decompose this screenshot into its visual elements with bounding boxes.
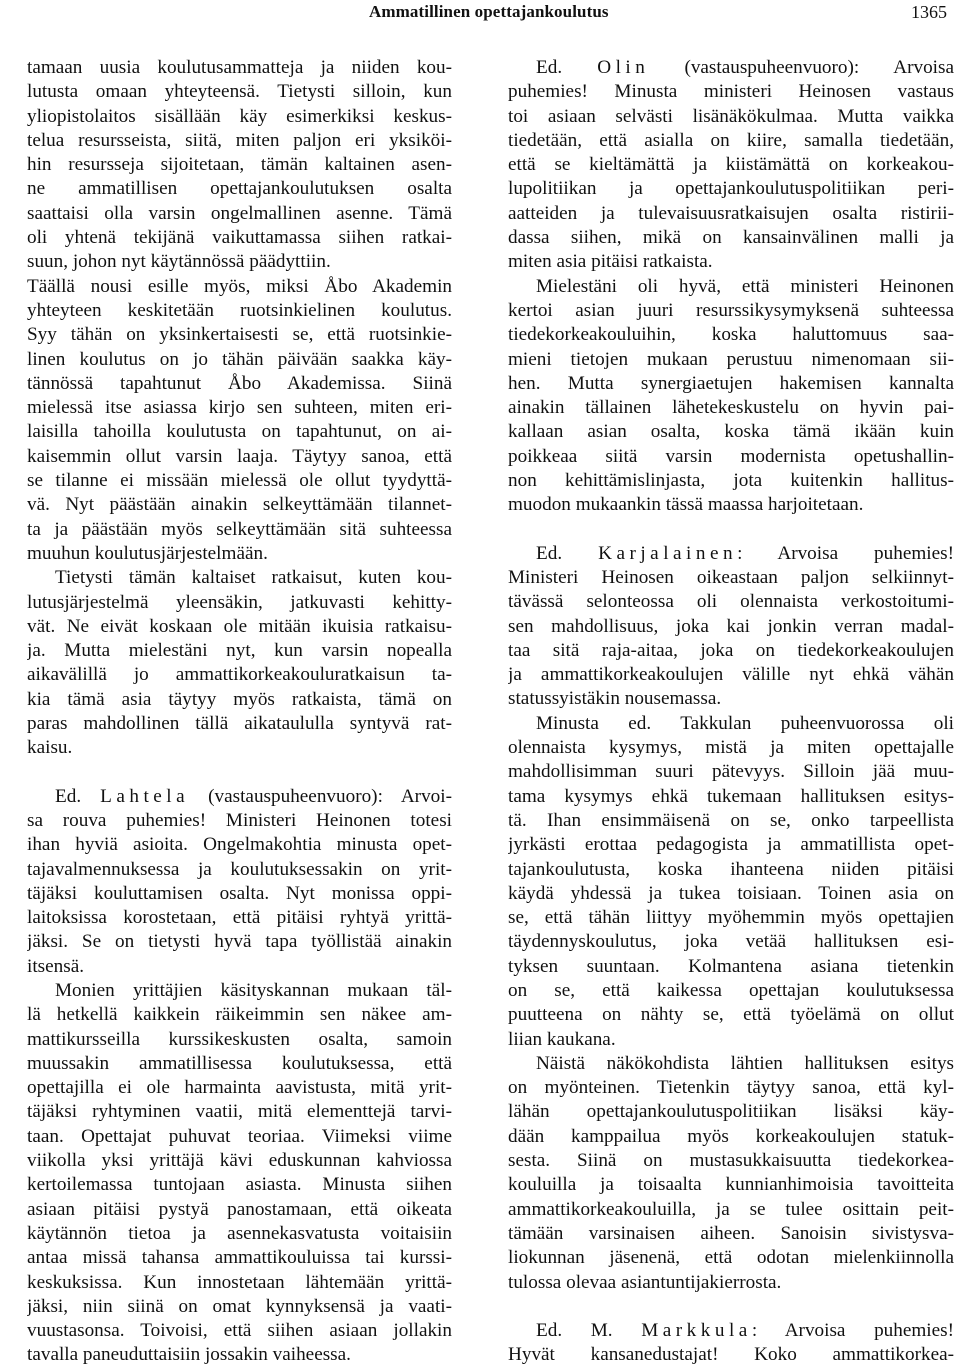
text-line: hen. Mutta synergiaetujen hakemisen kannalta — [508, 372, 954, 394]
text-line: Monien yrittäjien käsityskannan mukaan täl- — [55, 979, 452, 1001]
text-line: se, että tähän liittyy myöhemmin myös opettajien — [508, 907, 954, 929]
speaker-name: Lahtela — [100, 785, 190, 807]
speaker-name: Markkula — [641, 1319, 752, 1341]
text-line: kaisemmin ollut varsin laaja. Täytyy sanoa, että — [27, 445, 452, 467]
text-line: miten asia pitäisi ratkaista. — [508, 251, 713, 273]
speaker-line — [27, 785, 452, 809]
text-line: ja. Mutta mielestäni nyt, kun varsin nopealla — [27, 640, 452, 662]
text-line: lutusjärjestelmä yleensäkin, jatkuvasti kehitty- — [27, 591, 452, 613]
text-line: tävässä selonteossa oli olennaista verkostoitumi- — [508, 591, 954, 613]
speaker-name: Olin — [597, 57, 650, 78]
paragraph-gap — [508, 518, 954, 542]
text-line: tännössä tapahtunut Åbo Akademissa. Siinä — [27, 372, 452, 394]
text-line: täydennyskoulutus, joka vetää hallituksen esi- — [508, 931, 954, 953]
text-line: tavalla paneuduttaisiin jossakin vaiheessa. — [27, 1344, 351, 1366]
text-line: telua resursseista, siitä, miten paljon eri yksiköi- — [27, 129, 452, 151]
text-line: keskuksissa. Kun innostetaan lähtemään yrittä- — [27, 1271, 452, 1293]
text-line: taan. Opettajat puhuvat teoriaa. Viimeksi viime — [27, 1125, 452, 1147]
text-line: aikavälillä jo ammattikorkeakouluratkaisun ta- — [27, 664, 452, 686]
text-line: Syy tähän on yksinkertaisesti se, että ruotsinkie- — [27, 324, 452, 346]
text-line: tä. Ihan ensimmäisenä on se, onko tarpeellista — [508, 809, 954, 831]
text-line: suun, johon nyt käytännössä päädyttiin. — [27, 251, 331, 273]
text-line: Minusta ed. Takkulan puheenvuorossa oli — [536, 712, 954, 734]
text-line: muuhun koulutusjärjestelmään. — [27, 542, 268, 564]
text-line: tamaan uusia koulutusammatteja ja niiden kou- — [27, 57, 452, 78]
text-line: täjäksi ryhtyminen vaatii, mitä elementtejä tarvi- — [27, 1101, 452, 1123]
text-line: yhteyteen keskitetään ruotsinkielinen koulutus. — [27, 299, 452, 321]
text-line: puhemies! Minusta ministeri Heinosen vastaus — [508, 81, 954, 103]
text-line: jyrkästi erottaa pedagogista ja ammatillista opet- — [508, 834, 954, 856]
text-line: kertoi asian juuri resurssikysymyksenä suhteessa — [508, 299, 954, 321]
text-line: puutteena on nähty se, että työelämä on ollut — [508, 1004, 954, 1026]
text-line: Tietysti tämän kaltaiset ratkaisut, kuten kou- — [55, 567, 452, 589]
text-line: käytännön tietoa ja asennekasvatusta voitaisiin — [27, 1222, 452, 1244]
text-line: laitoksissa korostetaan, että pitäisi ryhtyä yrittä- — [27, 907, 452, 929]
text-line: mahdollisimman suuri pätevyys. Silloin jää muu- — [508, 761, 954, 783]
text-line: muodon mukaankin tässä maassa harjoitetaan. — [508, 494, 864, 516]
text-line: antaa missä tahansa ammattikouluissa tai kurssi- — [27, 1247, 452, 1269]
text-line: tama kysymys ehkä tukemaan hallituksen esitys- — [508, 785, 954, 807]
text-line: vät. Ne eivät koskaan ole mitään ikuisia ratkaisu- — [27, 615, 452, 637]
text-line: jäksi, niin siinä on omat kynnyksensä ja vaati- — [27, 1295, 452, 1317]
text-line: täjäksi kouluttamisen osalta. Nyt monissa oppi- — [27, 882, 452, 904]
text-line: kia tämä asia täytyy myös ratkaista, tämä on — [27, 688, 452, 710]
text-line: paras mahdollinen tällä aikataululla syntyvä rat- — [27, 713, 452, 735]
text-line: jäksi. Se on tietysti hyvä tapa työllistää ainakin — [27, 931, 452, 953]
speaker-line — [508, 542, 954, 566]
text-line: non kehittämislinjasta, jota kuitenkin hallitus- — [508, 470, 954, 492]
text-line: kallaan asian osalta, koska tämä ikään kuin — [508, 421, 954, 443]
text-line: mieni tietojen mukaan perustuu nimenomaan sii- — [508, 348, 954, 370]
speaker-prefix: Ed. — [536, 542, 599, 564]
text-line: ja ammattikorkeakoulujen välille nyt ehkä vähän — [508, 664, 954, 686]
text-line: asiaan pitäisi pystyä panostamaan, että oikeata — [27, 1198, 452, 1220]
text-line: toi asiaan selvästi lisänäkökulmaa. Mutta vaikka — [508, 105, 954, 127]
text-line: statussyistäkin nousemassa. — [508, 688, 722, 710]
text-line: liokunnan jäsenenä, että odotan mielenkiinnolla — [508, 1247, 954, 1269]
page-number: 1365 — [911, 2, 947, 22]
text-line: lutusta omaan yhteyteensä. Tietysti silloin, kun — [27, 81, 452, 103]
text-line: ne ammatillisen opettajankoulutuksen osalta — [27, 178, 452, 200]
text-line: linen koulutus on jo tähän päivään saakka käy- — [27, 348, 452, 370]
text-line: se tilanne ei missään mielessä ole ollut tyydyttä- — [27, 470, 452, 492]
text-line: tiedetään, että asialla on kiire, samalla tiedetään, — [508, 129, 954, 151]
page-header — [0, 0, 960, 30]
right-column — [508, 56, 954, 1367]
text-line: tiedekorkeakouluihin, koska haluttomuus saa- — [508, 324, 954, 346]
text-line: ammattikorkeakouluilla, ja se tulee osittain peit- — [508, 1198, 954, 1220]
speaker-prefix: Ed. — [55, 785, 101, 807]
text-line: tulossa olevaa asiantuntijakierrosta. — [508, 1271, 782, 1293]
text-line: yliopistolaitos sisällään käy esimerkiksi keskus- — [27, 105, 452, 127]
speaker-prefix: Ed. M. — [536, 1319, 642, 1341]
text-line: mielessä itse asiassa kirjo sen suhteen, miten eri- — [27, 397, 452, 419]
text-line: muussakin ammatillisessa koulutuksessa, että — [27, 1052, 452, 1074]
text-line: Mielestäni oli hyvä, että ministeri Heinonen — [536, 275, 954, 297]
text-line: vä. Nyt päästään ainakin selkeyttämään tilannet- — [27, 494, 452, 516]
text-line: sen mahdollisuus, joka kai jonkin verran madal- — [508, 615, 954, 637]
text-line: tajavalmennuksessa ja koulutuksessakin on yrit- — [27, 858, 452, 880]
text-line: ainakin tällainen lähetekeskustelu on hyvin pai- — [508, 397, 954, 419]
paragraph-gap — [27, 761, 452, 785]
text-line: ta ja päästään myös selkeyttämään sitä suhteessa — [27, 518, 452, 540]
text-line: ihan hyviä asioita. Ongelmakohtia minusta opet- — [27, 834, 452, 856]
text-line: sesta. Siinä on mustasukkaisuutta tiedekorkea- — [508, 1150, 954, 1172]
text-line: vuustasonsa. Toivoisi, että siihen asiaan jollakin — [27, 1320, 452, 1342]
text-line: Hyvät kansanedustajat! Koko ammattikorkea- — [508, 1344, 954, 1366]
paragraph-gap — [508, 1295, 954, 1319]
text-line: kertoilemassa tuntojaan asiasta. Minusta siihen — [27, 1174, 452, 1196]
text-line: taa sitä raja-aitaa, joka on tiedekorkeakoulujen — [508, 639, 954, 661]
running-title: Ammatillinen opettajankoulutus — [369, 2, 609, 21]
text-line: opettajilla ei ole harmainta aavistusta, mitä yrit- — [27, 1077, 452, 1099]
speaker-text: (vastauspuheenvuoro): Arvoisa — [649, 57, 954, 78]
text-line: laisilla tahoilla koulutusta on tapahtunut, on ai- — [27, 421, 452, 443]
text-line: että se kieltämättä ja kiistämättä on korkeakou- — [508, 154, 954, 176]
text-line: Näistä näkökohdista lähtien hallituksen esitys — [536, 1052, 954, 1074]
text-line: Täällä nousi esille myös, miksi Åbo Akademin — [27, 275, 452, 297]
text-line: on se, että kaikessa opettajan koulutuksessa — [508, 979, 954, 1001]
speaker-line — [508, 1319, 954, 1343]
speaker-prefix: Ed. — [536, 57, 598, 78]
speaker-text: : Arvoisa puhemies! — [751, 1319, 954, 1341]
text-line: tyksen suuntaan. Kolmantena asiana tietenkin — [508, 955, 954, 977]
text-line: itsensä. — [27, 955, 85, 977]
text-line: hin resursseja sijoitetaan, tämän kaltainen asen- — [27, 154, 452, 176]
text-line: oli yhtenä tekijänä vaikuttamassa siihen ratkai- — [27, 227, 452, 249]
text-line: saattaisi olla varsin ongelmallinen asenne. Tämä — [27, 202, 452, 224]
text-line: aatteiden ja tulevaisuusratkaisujen osalta ristirii- — [508, 202, 954, 224]
text-line: käydä yhdessä ja tukea toisiaan. Toinen asia on — [508, 882, 954, 904]
text-line: lupolitiikan ja opettajankoulutuspolitiikan peri- — [508, 178, 954, 200]
text-line: Ministeri Heinosen oikeastaan paljon selkiinnyt- — [508, 566, 954, 588]
text-line: dään kamppailua myös korkeakoulujen statuk- — [508, 1125, 954, 1147]
text-line: mattikursseilla kurssikeskusten osalta, samoin — [27, 1028, 452, 1050]
text-line: lä hetkellä kaikkein räikeimmin sen näkee am- — [27, 1004, 452, 1026]
text-line: olennaista kysymys, mistä ja miten opettajalle — [508, 737, 954, 759]
text-line: tajankoulutusta, koska ihanteena niiden pitäisi — [508, 858, 954, 880]
text-line: poikkeaa siitä varsin modernista opetushallin- — [508, 445, 954, 467]
speaker-text: (vastauspuheenvuoro): Arvoi- — [189, 785, 452, 807]
text-line: lähän opettajankoulutuspolitiikan lisäksi käy- — [508, 1101, 954, 1123]
speaker-name: Karjalainen — [598, 542, 738, 564]
text-line: liian kaukana. — [508, 1028, 616, 1050]
text-line: viikolla yksi yrittäjä kävi eduskunnan kahviossa — [27, 1150, 452, 1172]
speaker-text: : Arvoisa puhemies! — [737, 542, 954, 564]
text-line: tämään varsinaisen aiheen. Sanoisin sivistysva- — [508, 1222, 954, 1244]
text-line: sa rouva puhemies! Ministeri Heinonen totesi — [27, 809, 452, 831]
speaker-line — [508, 56, 954, 80]
text-line: dassa siihen, mikä on kansainvälinen malli ja — [508, 227, 954, 249]
text-line: on myönteinen. Tietenkin täytyy sanoa, että kyl- — [508, 1077, 954, 1099]
text-line: kouluilla ja toisaalta kunnianhimoisia tavoitteita — [508, 1174, 954, 1196]
text-line: kaisu. — [27, 737, 73, 759]
left-column — [27, 56, 452, 1368]
